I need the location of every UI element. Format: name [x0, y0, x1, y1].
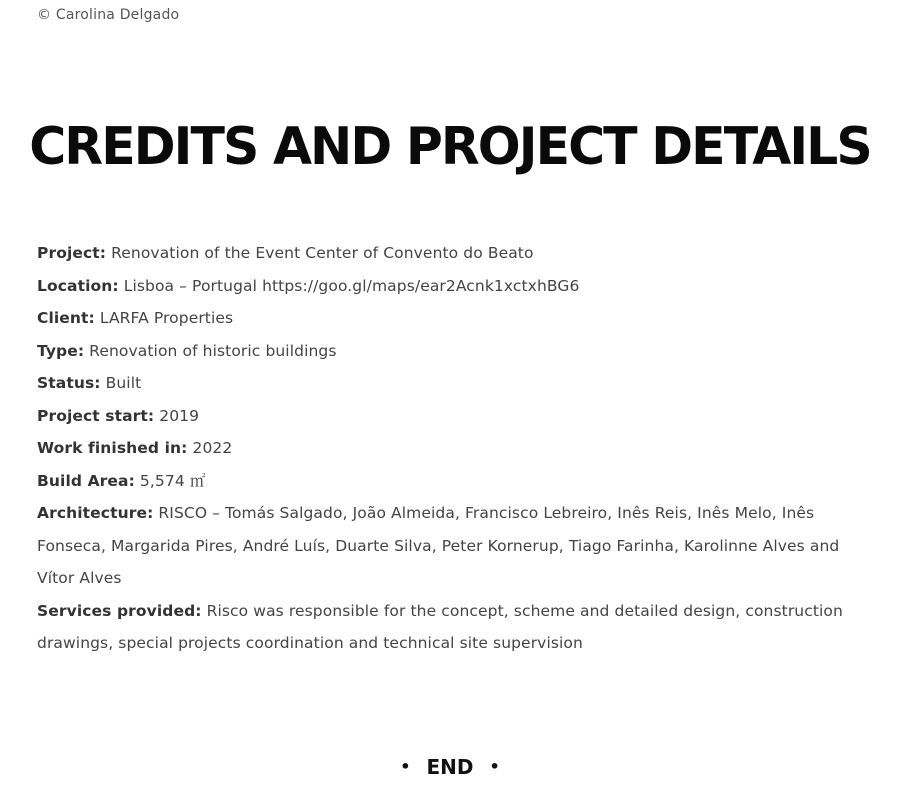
detail-services: [37, 595, 872, 660]
detail-value: Renovation of the Event Center of Convento do Beato: [106, 244, 534, 262]
detail-architecture: [37, 497, 872, 595]
photo-credit: © Carolina Delgado: [37, 7, 180, 23]
detail-value: 2019: [154, 406, 200, 425]
detail-project-start: [37, 400, 872, 433]
detail-value: 5,574 ㎡: [134, 471, 206, 490]
detail-label: Location:: [37, 276, 119, 295]
detail-location: [37, 270, 872, 303]
detail-value: LARFA Properties: [94, 309, 234, 327]
detail-type: [37, 335, 872, 368]
detail-label: Status:: [37, 374, 101, 392]
detail-label: Project start:: [37, 406, 155, 425]
bullet-icon: •: [489, 756, 500, 776]
detail-build-area: [37, 465, 872, 498]
detail-label: Services provided:: [37, 601, 202, 620]
detail-label: Work finished in:: [37, 439, 188, 457]
detail-value: 2022: [187, 439, 233, 457]
project-details: [37, 237, 872, 660]
detail-work-finished: [37, 432, 872, 465]
detail-value: Lisboa – Portugal https://goo.gl/maps/ear2Acnk1xctxhBG6: [118, 276, 580, 295]
detail-value: Risco was responsible for the concept, scheme and detailed design, construction drawings, special projects coordination and technical site supervision: [37, 601, 843, 652]
detail-client: [37, 302, 872, 335]
detail-label: Build Area:: [37, 471, 135, 490]
detail-value: Built: [100, 374, 142, 392]
detail-label: Type:: [37, 341, 85, 360]
detail-label: Project:: [37, 244, 107, 262]
end-label: END: [426, 755, 474, 779]
end-marker: [0, 752, 900, 784]
detail-project: [37, 237, 872, 270]
detail-label: Architecture:: [37, 504, 154, 522]
detail-status: [37, 367, 872, 400]
detail-label: Client:: [37, 309, 95, 327]
bullet-icon: •: [400, 756, 411, 776]
detail-value: RISCO – Tomás Salgado, João Almeida, Francisco Lebreiro, Inês Reis, Inês Melo, Inês Fonseca, Margarida Pires, André Luís, Duarte Silva, Peter Kornerup, Tiago Farinha, Karolinne Alves and Vítor Alves: [37, 504, 840, 587]
detail-value: Renovation of historic buildings: [84, 341, 337, 360]
page-title: CREDITS AND PROJECT DETAILS: [29, 117, 871, 177]
